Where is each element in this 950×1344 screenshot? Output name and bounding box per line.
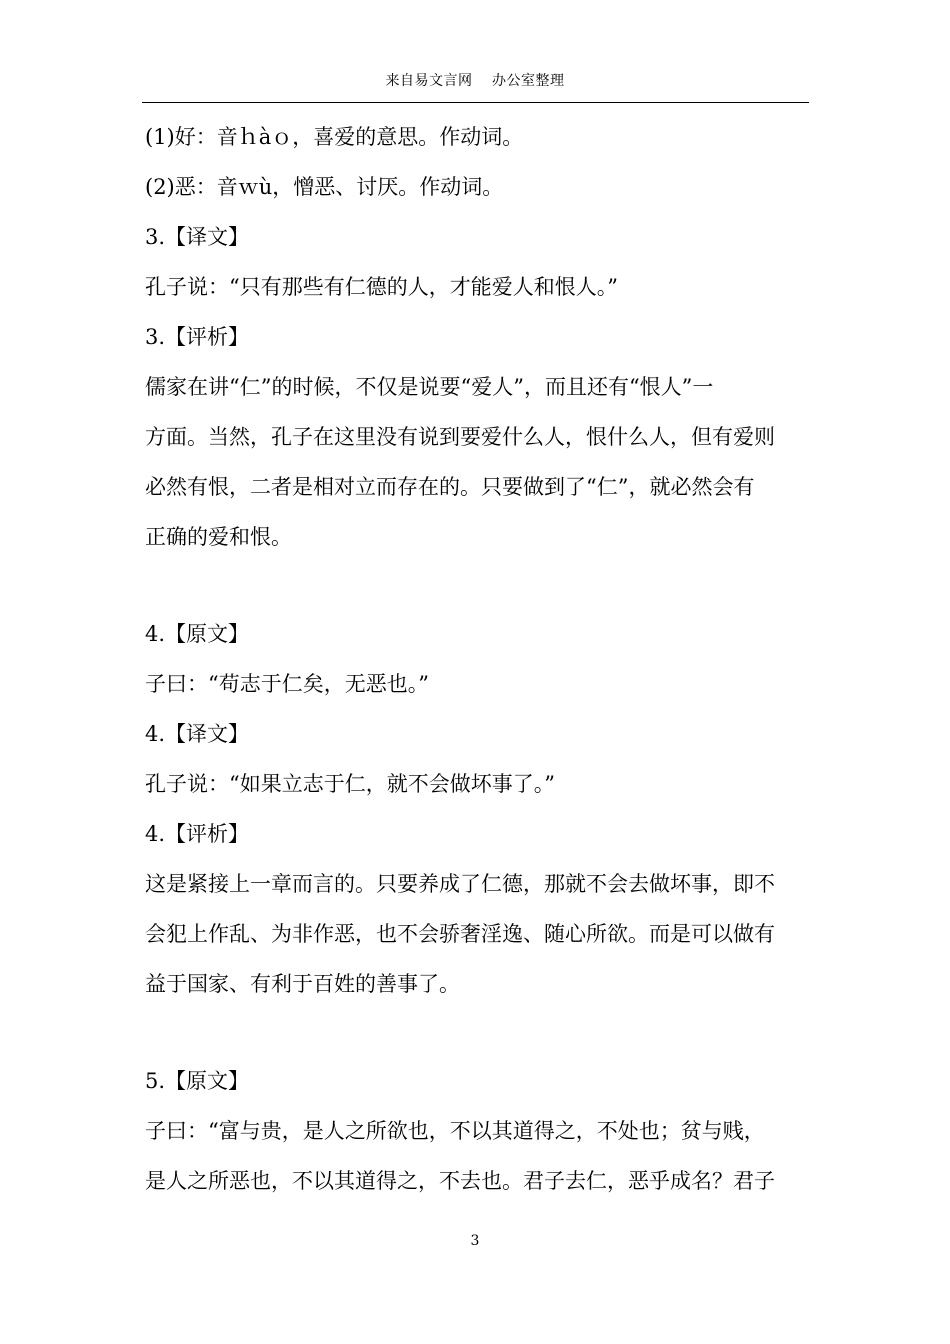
section-heading: 4.【译文】 — [145, 722, 250, 746]
text-line: (2)恶：音ｗù，憎恶、讨厌。作动词。 — [145, 175, 504, 199]
text-line: 是人之所恶也，不以其道得之，不去也。君子去仁，恶乎成名？君子 — [145, 1169, 775, 1193]
blank-line — [145, 1009, 809, 1056]
text-line: 孔子说：“只有那些有仁德的人，才能爱人和恨人。” — [145, 275, 618, 299]
text-line: 益于国家、有利于百姓的善事了。 — [145, 972, 460, 996]
blank-line — [145, 562, 809, 609]
text-line: 子曰：“富与贵，是人之所欲也，不以其道得之，不处也；贫与贱， — [145, 1119, 765, 1143]
text-line: (1)好：音ｈàｏ，喜爱的意思。作动词。 — [145, 125, 524, 149]
section-heading: 4.【原文】 — [145, 622, 250, 646]
text-line: 正确的爱和恨。 — [145, 525, 292, 549]
text-line: 子曰：“苟志于仁矣，无恶也。” — [145, 672, 429, 696]
text-line: 这是紧接上一章而言的。只要养成了仁德，那就不会去做坏事，即不 — [145, 872, 775, 896]
section-heading: 3.【译文】 — [145, 225, 250, 249]
page-number: 3 — [470, 1233, 480, 1249]
text-line: 儒家在讲“仁”的时候，不仅是说要“爱人”，而且还有“恨人”一 — [145, 375, 714, 399]
text-line: 必然有恨，二者是相对立而存在的。只要做到了“仁”，就必然会有 — [145, 475, 755, 499]
text-line: 方面。当然，孔子在这里没有说到要爱什么人，恨什么人，但有爱则 — [145, 425, 775, 449]
text-line: 孔子说：“如果立志于仁，就不会做坏事了。” — [145, 772, 555, 796]
text-line: 会犯上作乱、为非作恶，也不会骄奢淫逸、随心所欲。而是可以做有 — [145, 922, 775, 946]
page-header: 来自易文言网 办公室整理 — [385, 73, 565, 89]
section-heading: 4.【评析】 — [145, 822, 250, 846]
section-heading: 5.【原文】 — [145, 1069, 250, 1093]
header-divider — [142, 102, 809, 103]
section-heading: 3.【评析】 — [145, 325, 250, 349]
document-body — [145, 112, 809, 1206]
